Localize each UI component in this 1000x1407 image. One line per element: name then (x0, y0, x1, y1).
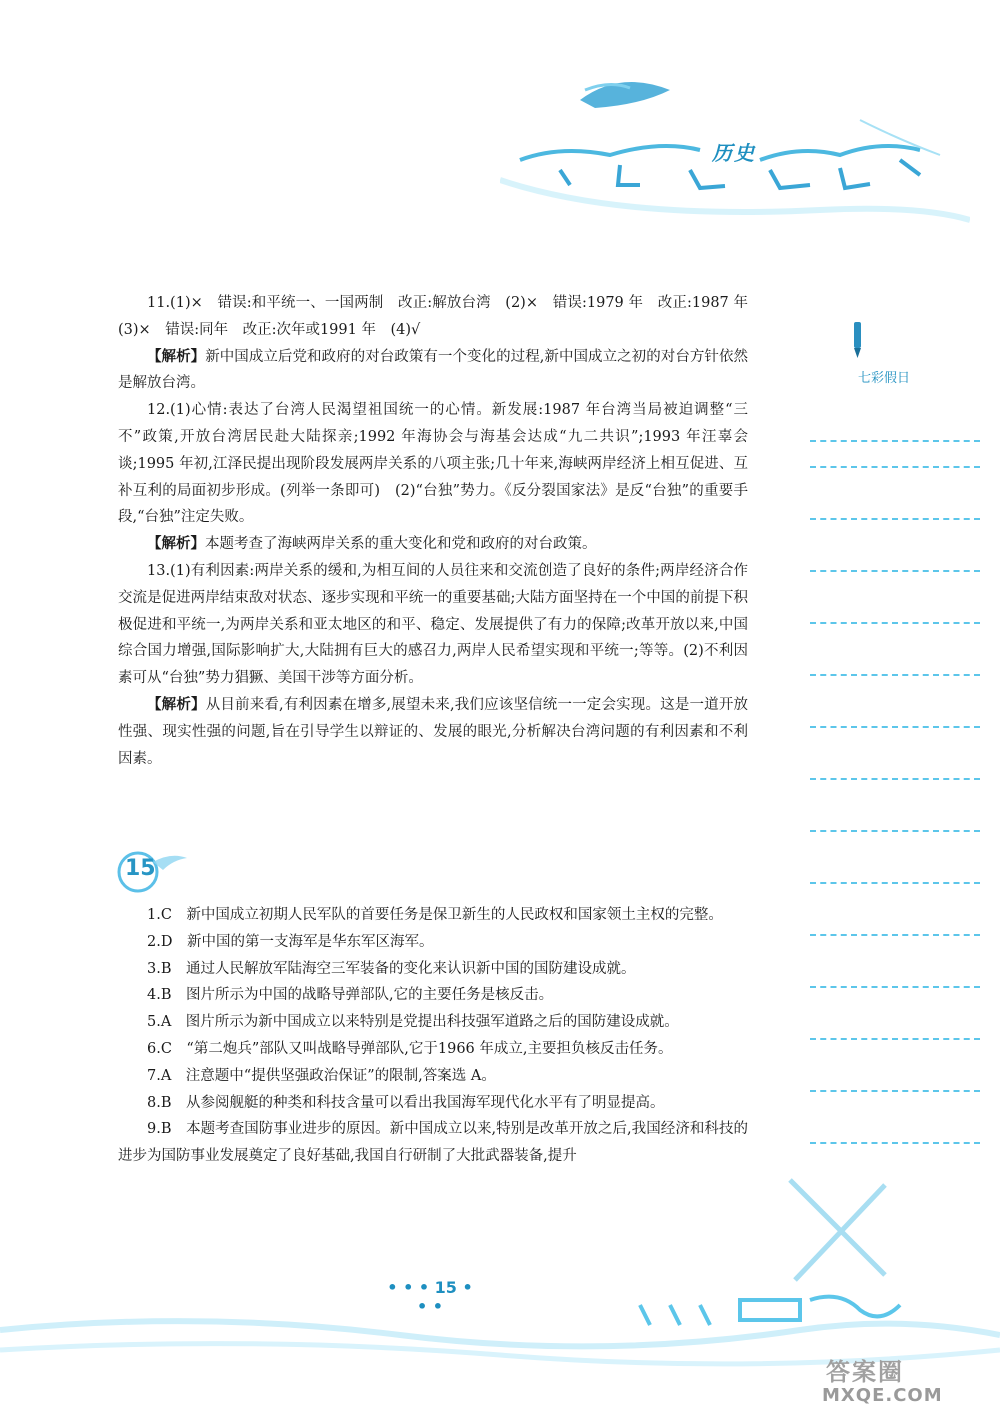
answer-paragraph: 1.C 新中国成立初期人民军队的首要任务是保卫新生的人民政权和国家领土主权的完整。 (147, 907, 723, 923)
watermark-top: 答案圈 (826, 1358, 904, 1386)
note-line (810, 622, 980, 624)
answer-paragraph: 8.B 从参阅舰艇的种类和科技含量可以看出我国海军现代化水平有了明显提高。 (147, 1094, 665, 1111)
answers-section-15 (118, 902, 748, 1170)
note-line (810, 1038, 980, 1040)
note-line (810, 726, 980, 728)
note-line (810, 518, 980, 520)
note-line (810, 674, 980, 676)
page-number: • • • 15 • • • (387, 1278, 473, 1316)
section-number: 15 (125, 856, 156, 881)
watermark-url: MXQE.COM (822, 1385, 943, 1406)
note-line (810, 1142, 980, 1144)
answer-paragraph: 3.B 通过人民解放军陆海空三军装备的变化来认识新中国的国防建设成就。 (147, 960, 636, 977)
note-line (810, 830, 980, 832)
analysis-paragraph: 【解析】新中国成立后党和政府的对台政策有一个变化的过程,新中国成立之初的对台方针依然是解放台湾。 (118, 347, 748, 392)
answer-paragraph: 4.B 图片所示为中国的战略导弹部队,它的主要任务是核反击。 (147, 987, 554, 1004)
answer-paragraph: 9.B 本题考查国防事业进步的原因。新中国成立以来,特别是改革开放之后,我国经济和科技的进步为国防事业发展奠定了良好基础,我国自行研制了大批武器装备,提升 (118, 1121, 748, 1165)
answer-paragraph: 6.C “第二炮兵”部队又叫战略导弹部队,它于1966 年成立,主要担负核反击任务。 (147, 1040, 673, 1057)
analysis-paragraph: 【解析】本题考查了海峡两岸关系的重大变化和党和政府的对台政策。 (147, 535, 597, 553)
note-line (810, 778, 980, 780)
note-line (810, 570, 980, 572)
sidebar-label: 七彩假日 (858, 371, 911, 386)
answer-paragraph: 5.A 图片所示为新中国成立以来特别是党提出科技强军道路之后的国防建设成就。 (147, 1014, 679, 1031)
note-line (810, 934, 980, 936)
answer-paragraph: 7.A 注意题中“提供坚强政治保证”的限制,答案选 A。 (147, 1067, 496, 1084)
analysis-paragraph: 【解析】从目前来看,有利因素在增多,展望未来,我们应该坚信统一一定会实现。这是一道开放性强、现实性强的问题,旨在引导学生以辩证的、发展的眼光,分析解决台湾问题的有利因素和不利因素。 (118, 695, 749, 767)
note-line (810, 986, 980, 988)
answer-paragraph: 13.(1)有利因素:两岸关系的缓和,为相互间的人员往来和交流创造了良好的条件;两岸经济合作交流是促进两岸结束敌对状态、逐步实现和平统一的重要基础;大陆方面坚持在一个中国的前提下积极促进和平统一,为两岸关系和亚太地区的和平、稳定、发展提供了有力的保障;改革开放以来,中国综合国力增强,国际影响扩大,大陆拥有巨大的感召力,两岸人民希望实现和平统一;等等。(2)不利因素可从“台独”势力猖獗、美国干涉等方面分析。 (118, 562, 748, 687)
answer-paragraph: 11.(1)× 错误:和平统一、一国两制 改正:解放台湾 (2)× 错误:1979 年 改正:1987 年 (3)× 错误:同年 改正:次年或1991 年 (4)√ (118, 295, 763, 338)
answer-paragraph: 2.D 新中国的第一支海军是华东军区海军。 (147, 933, 434, 950)
answer-paragraph: 12.(1)心情:表达了台湾人民渴望祖国统一的心情。新发展:1987 年台湾当局被迫调整“三不”政策,开放台湾居民赴大陆探亲;1992 年海协会与海基会达成“九二共识”;1993 年汪辜会谈;1995 年初,江泽民提出现阶段发展两岸关系的八项主张;几十年来,海峡两岸经济上相互促进、互补互利的局面初步形成。(列举一条即可) (2)“台独”势力。《反分裂国家法》是反“台独”的重要手段,“台独”注定失败。 (118, 402, 748, 526)
note-line (810, 882, 980, 884)
note-line (810, 1090, 980, 1092)
section-badge (113, 848, 193, 894)
subject-title: 历史 (712, 141, 756, 165)
note-line (810, 466, 980, 468)
answers-section-14 (118, 290, 763, 772)
note-line (810, 440, 980, 442)
decorative-cross-icon (780, 1170, 900, 1290)
